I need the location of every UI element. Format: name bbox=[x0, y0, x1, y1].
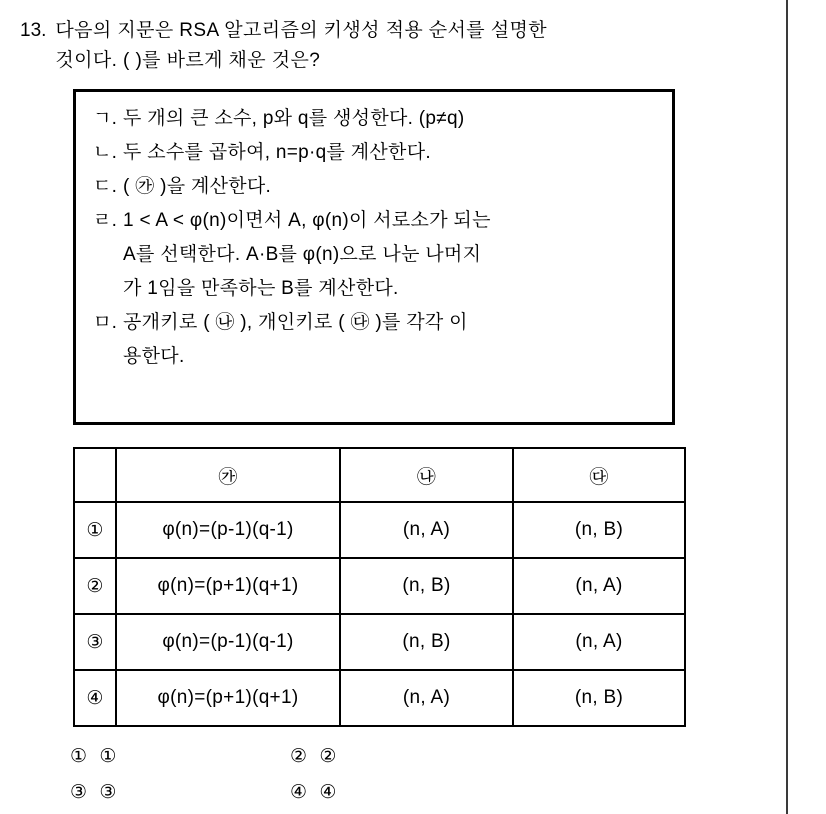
answer-choice-label: ③ bbox=[99, 781, 117, 803]
table-header-index bbox=[74, 448, 116, 502]
question-text-line-2: 것이다. ( )를 바르게 채운 것은? bbox=[55, 50, 321, 71]
table-cell-ga: φ(n)=(p-1)(q-1) bbox=[116, 614, 340, 670]
answer-choice-marker: ② bbox=[290, 745, 308, 767]
passage-item-marker: ㄴ. bbox=[93, 142, 118, 163]
passage-item bbox=[93, 306, 662, 374]
passage-item bbox=[93, 102, 662, 136]
table-cell-na: (n, A) bbox=[340, 502, 513, 558]
passage-item-line: A를 선택한다. A·B를 φ(n)으로 나눈 나머지 bbox=[123, 244, 482, 265]
answer-choice-3[interactable] bbox=[0, 781, 290, 804]
passage-item-marker: ㄹ. bbox=[93, 210, 118, 231]
passage-item bbox=[93, 170, 662, 204]
answer-choice-2[interactable] bbox=[290, 745, 580, 768]
answer-row bbox=[0, 774, 740, 810]
passage-item-line: 공개키로 ( ㉯ ), 개인키로 ( ㉰ )를 각각 이 bbox=[123, 312, 468, 333]
table-row-index: ③ bbox=[74, 614, 116, 670]
passage-item-body bbox=[123, 102, 662, 136]
answer-choice-label: ④ bbox=[319, 781, 337, 803]
passage-item-line: 용한다. bbox=[123, 346, 185, 367]
answer-choice-marker: ③ bbox=[70, 781, 88, 803]
passage-item-line: 1 < A < φ(n)이면서 A, φ(n)이 서로소가 되는 bbox=[123, 210, 491, 231]
passage-item-line: 가 1임을 만족하는 B를 계산한다. bbox=[123, 278, 399, 299]
table-row[interactable] bbox=[74, 558, 685, 614]
table-cell-da: (n, B) bbox=[513, 670, 685, 726]
table-cell-ga: φ(n)=(p+1)(q+1) bbox=[116, 670, 340, 726]
answer-choice-marker: ④ bbox=[290, 781, 308, 803]
table-row[interactable] bbox=[74, 670, 685, 726]
table-cell-da: (n, A) bbox=[513, 558, 685, 614]
passage-item-marker: ㄷ. bbox=[93, 176, 118, 197]
table-header-row bbox=[74, 448, 685, 502]
passage-item-line: 두 소수를 곱하여, n=p·q를 계산한다. bbox=[123, 142, 431, 163]
passage-list bbox=[93, 102, 662, 374]
question-number: 13. bbox=[20, 20, 47, 41]
answer-row bbox=[0, 738, 740, 774]
question-text-line-1: 다음의 지문은 RSA 알고리즘의 키생성 적용 순서를 설명한 bbox=[55, 20, 547, 41]
table-cell-na: (n, B) bbox=[340, 614, 513, 670]
answer-choice-4[interactable] bbox=[290, 781, 580, 804]
answer-choice-1[interactable] bbox=[0, 745, 290, 768]
passage-item-marker: ㅁ. bbox=[93, 312, 118, 333]
table-row-index: ④ bbox=[74, 670, 116, 726]
passage-item bbox=[93, 204, 662, 306]
answer-choices bbox=[0, 738, 740, 810]
table-header-ga: ㉮ bbox=[116, 448, 340, 502]
answer-choice-label: ① bbox=[99, 745, 117, 767]
table-row[interactable] bbox=[74, 502, 685, 558]
table-header-na: ㉯ bbox=[340, 448, 513, 502]
table-cell-ga: φ(n)=(p-1)(q-1) bbox=[116, 502, 340, 558]
options-table bbox=[73, 447, 686, 727]
passage-item-body bbox=[123, 204, 662, 306]
table-cell-na: (n, B) bbox=[340, 558, 513, 614]
table-cell-da: (n, A) bbox=[513, 614, 685, 670]
answer-choice-marker: ① bbox=[70, 745, 88, 767]
passage-item-body bbox=[123, 306, 662, 374]
passage-box bbox=[73, 89, 675, 425]
question-stem bbox=[20, 16, 720, 76]
table-cell-ga: φ(n)=(p+1)(q+1) bbox=[116, 558, 340, 614]
answer-choice-label: ② bbox=[319, 745, 337, 767]
table-cell-na: (n, A) bbox=[340, 670, 513, 726]
table-row-index: ① bbox=[74, 502, 116, 558]
passage-item-marker: ㄱ. bbox=[93, 108, 118, 129]
passage-item bbox=[93, 136, 662, 170]
passage-item-body bbox=[123, 136, 662, 170]
question-text bbox=[55, 16, 703, 76]
passage-item-line: 두 개의 큰 소수, p와 q를 생성한다. (p≠q) bbox=[123, 108, 465, 129]
page-column-divider bbox=[786, 0, 788, 814]
table-row[interactable] bbox=[74, 614, 685, 670]
passage-item-line: ( ㉮ )을 계산한다. bbox=[123, 176, 272, 197]
table-row-index: ② bbox=[74, 558, 116, 614]
table-cell-da: (n, B) bbox=[513, 502, 685, 558]
passage-item-body bbox=[123, 170, 662, 204]
table-header-da: ㉰ bbox=[513, 448, 685, 502]
